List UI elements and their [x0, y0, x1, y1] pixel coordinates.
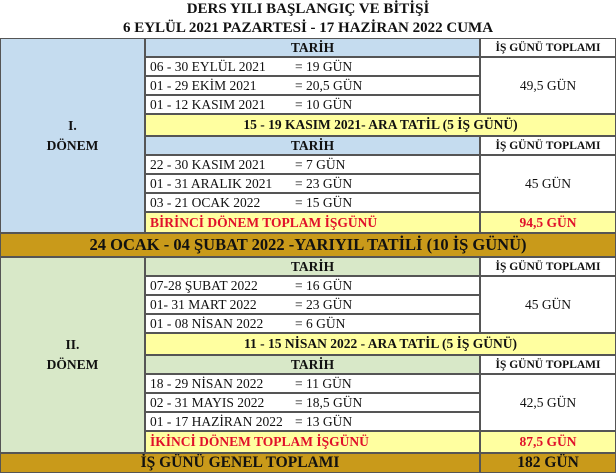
term-1-block-2-total: 45 GÜN: [480, 155, 616, 212]
term-2-block-1-total: 45 GÜN: [480, 276, 616, 333]
row-days: = 23 GÜN: [295, 175, 353, 191]
term-2-row-2: [145, 295, 480, 314]
term-2-total-header-2: İŞ GÜNÜ TOPLAMI: [480, 355, 616, 374]
row-date: 06 - 30 EYLÜL 2021: [150, 58, 266, 74]
term-1-block-1-total: 49,5 GÜN: [480, 57, 616, 114]
term-1-total-header: İŞ GÜNÜ TOPLAMI: [480, 38, 616, 57]
term-2-block-2-total: 42,5 GÜN: [480, 374, 616, 431]
title-line-1: DERS YILI BAŞLANGIÇ VE BİTİŞİ: [0, 0, 616, 19]
row-days: = 7 GÜN: [295, 156, 346, 172]
row-days: = 10 GÜN: [295, 96, 353, 112]
row-date: 22 - 30 KASIM 2021: [150, 156, 266, 172]
row-date: 01 - 17 HAZİRAN 2022: [150, 413, 283, 429]
term-1-word: DÖNEM: [46, 137, 99, 153]
term-2-label: [0, 257, 145, 453]
term-2-word: DÖNEM: [46, 357, 99, 372]
row-date: 01 - 12 KASIM 2021: [150, 96, 266, 112]
term-2-summary-label: İKİNCİ DÖNEM TOPLAM İŞGÜNÜ: [145, 431, 480, 453]
term-2-row-1: [145, 276, 480, 295]
term-2-row-3: [145, 314, 480, 333]
row-days: = 18,5 GÜN: [295, 394, 363, 410]
term-1-row-5: [145, 174, 480, 193]
term-2-date-header-2: TARİH: [145, 355, 480, 374]
term-2-mid-break: 11 - 15 NİSAN 2022 - ARA TATİL (5 İŞ GÜNÜ): [145, 333, 616, 355]
row-days: = 15 GÜN: [295, 194, 353, 210]
term-2-summary-value: 87,5 GÜN: [480, 431, 616, 453]
row-date: 02 - 31 MAYIS 2022: [150, 394, 265, 410]
term-1-number: I.: [68, 117, 77, 133]
row-days: = 20,5 GÜN: [295, 77, 363, 93]
term-1-total-header-2: İŞ GÜNÜ TOPLAMI: [480, 136, 616, 155]
row-date: 01 - 08 NİSAN 2022: [150, 315, 264, 331]
row-date: 03 - 21 OCAK 2022: [150, 194, 261, 210]
term-2-number: II.: [65, 337, 80, 352]
term-1-date-header: TARİH: [145, 38, 480, 57]
term-1-summary-label: BİRİNCİ DÖNEM TOPLAM İŞGÜNÜ: [145, 212, 480, 233]
row-date: 01 - 29 EKİM 2021: [150, 77, 257, 93]
term-1-row-1: [145, 57, 480, 76]
term-2-date-header: TARİH: [145, 257, 480, 276]
term-1-summary-value: 94,5 GÜN: [480, 212, 616, 233]
row-days: = 23 GÜN: [295, 296, 353, 312]
term-1-row-4: [145, 155, 480, 174]
grand-total-label: İŞ GÜNÜ GENEL TOPLAMI: [0, 453, 480, 473]
row-days: = 6 GÜN: [295, 315, 346, 331]
term-1-row-2: [145, 76, 480, 95]
term-2-row-4: [145, 374, 480, 393]
term-1-mid-break: 15 - 19 KASIM 2021- ARA TATİL (5 İŞ GÜNÜ): [145, 114, 616, 136]
term-2-total-header: İŞ GÜNÜ TOPLAMI: [480, 257, 616, 276]
row-date: 07-28 ŞUBAT 2022: [150, 277, 258, 293]
term-2-row-6: [145, 412, 480, 431]
row-date: 01 - 31 ARALIK 2021: [150, 175, 273, 191]
row-days: = 19 GÜN: [295, 58, 353, 74]
term-1-label: [0, 38, 145, 233]
term-2-row-5: [145, 393, 480, 412]
semester-break-band: 24 OCAK - 04 ŞUBAT 2022 -YARIYIL TATİLİ (10 İŞ GÜNÜ): [0, 233, 616, 257]
term-1-row-6: [145, 193, 480, 212]
row-days: = 11 GÜN: [295, 375, 352, 391]
row-days: = 13 GÜN: [295, 413, 353, 429]
row-date: 18 - 29 NİSAN 2022: [150, 375, 264, 391]
row-days: = 16 GÜN: [295, 277, 353, 293]
term-1-row-3: [145, 95, 480, 114]
row-date: 01- 31 MART 2022: [150, 296, 257, 312]
title-line-2: 6 EYLÜL 2021 PAZARTESİ - 17 HAZİRAN 2022 CUMA: [0, 19, 616, 38]
term-1-date-header-2: TARİH: [145, 136, 480, 155]
grand-total-value: 182 GÜN: [480, 453, 616, 473]
